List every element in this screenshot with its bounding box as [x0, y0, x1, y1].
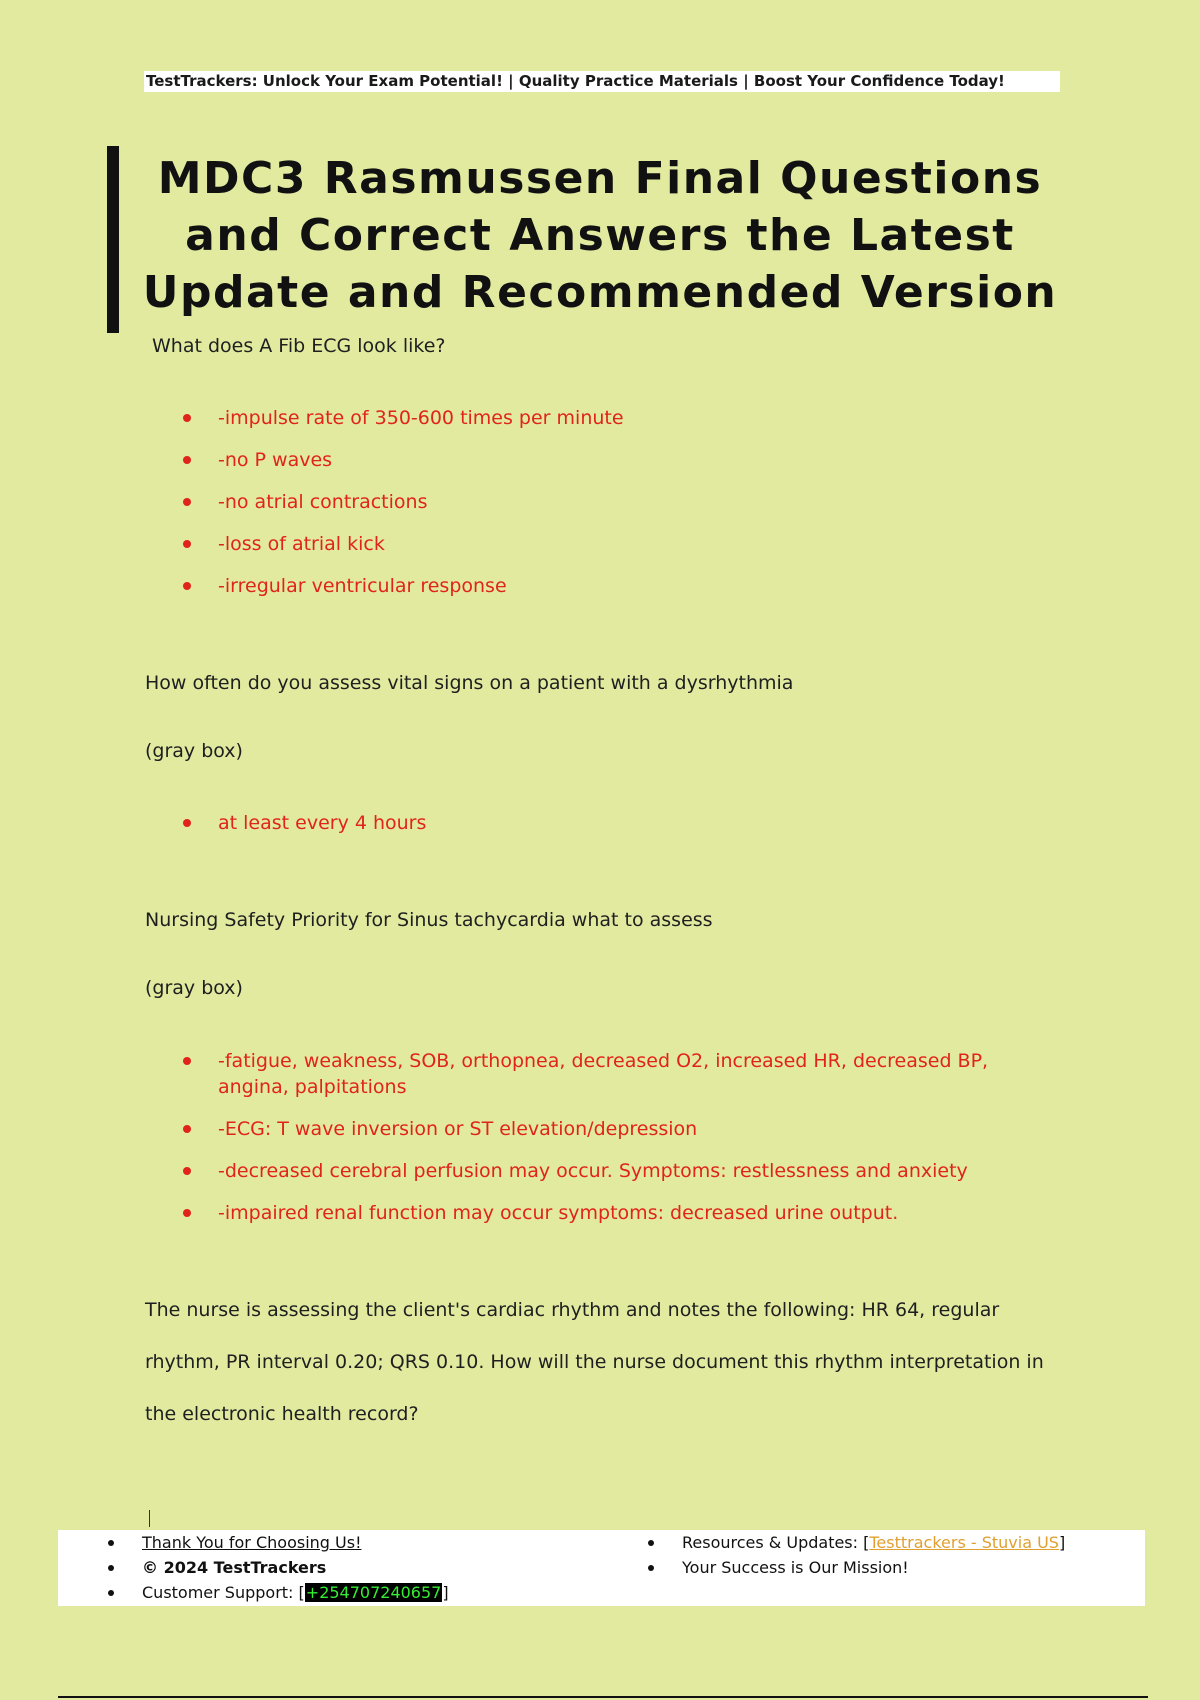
question-text: Nursing Safety Priority for Sinus tachycardia what to assess — [145, 909, 713, 931]
answer-item: -impulse rate of 350-600 times per minute — [0, 405, 1018, 431]
question-note: (gray box) — [145, 740, 243, 762]
bottom-divider — [58, 1696, 1148, 1698]
footer — [58, 1530, 1145, 1606]
question-text: How often do you assess vital signs on a patient with a dysrhythmia — [145, 672, 794, 694]
thanks-text: Thank You for Choosing Us! — [142, 1533, 362, 1552]
answer-item: -decreased cerebral perfusion may occur. Symptoms: restlessness and anxiety — [0, 1158, 1018, 1184]
answer-list — [0, 405, 1018, 599]
footer-item — [598, 1555, 1065, 1580]
copyright-text: © 2024 TestTrackers — [142, 1558, 327, 1577]
resources-label: Resources & Updates: [ — [682, 1533, 870, 1552]
answer-item: -loss of atrial kick — [0, 531, 1018, 557]
resources-link[interactable]: Testtrackers - Stuvia US — [869, 1533, 1059, 1552]
answer-item: -no P waves — [0, 447, 1018, 473]
resources-close: ] — [1058, 1533, 1066, 1552]
footer-item — [598, 1530, 1065, 1555]
question-note: (gray box) — [145, 977, 243, 999]
footer-item — [58, 1530, 449, 1555]
support-close: ] — [442, 1583, 449, 1602]
answer-item: -no atrial contractions — [0, 489, 1018, 515]
document-title: MDC3 Rasmussen Final Questions and Correct Answers the Latest Update and Recommended Version — [142, 153, 1058, 318]
footer-right-list — [598, 1530, 1065, 1580]
question-text: What does A Fib ECG look like? — [152, 335, 446, 357]
footer-item — [58, 1580, 449, 1605]
text-cursor — [149, 1510, 150, 1527]
support-label: Customer Support: [ — [142, 1583, 305, 1602]
support-phone[interactable]: +254707240657 — [305, 1583, 442, 1602]
answer-list — [0, 810, 1018, 836]
answer-item: at least every 4 hours — [0, 810, 1018, 836]
answer-list — [0, 1048, 1018, 1226]
header-banner: TestTrackers: Unlock Your Exam Potential! | Quality Practice Materials | Boost Your Confidence Today! — [144, 71, 1060, 92]
answer-item: -fatigue, weakness, SOB, orthopnea, decreased O2, increased HR, decreased BP, angina, palpitations — [0, 1048, 1018, 1100]
footer-item — [58, 1555, 449, 1580]
footer-left-list — [58, 1530, 449, 1605]
question-text: The nurse is assessing the client's cardiac rhythm and notes the following: HR 64, regular rhythm, PR interval 0.20; QRS 0.10. How will the nurse document this rhythm interpretation in the electronic health record? — [145, 1299, 1044, 1425]
answer-item: -impaired renal function may occur symptoms: decreased urine output. — [0, 1200, 1018, 1226]
answer-item: -ECG: T wave inversion or ST elevation/depression — [0, 1116, 1018, 1142]
title-accent-bar — [107, 146, 119, 333]
mission-text: Your Success is Our Mission! — [682, 1558, 909, 1577]
answer-item: -irregular ventricular response — [0, 573, 1018, 599]
